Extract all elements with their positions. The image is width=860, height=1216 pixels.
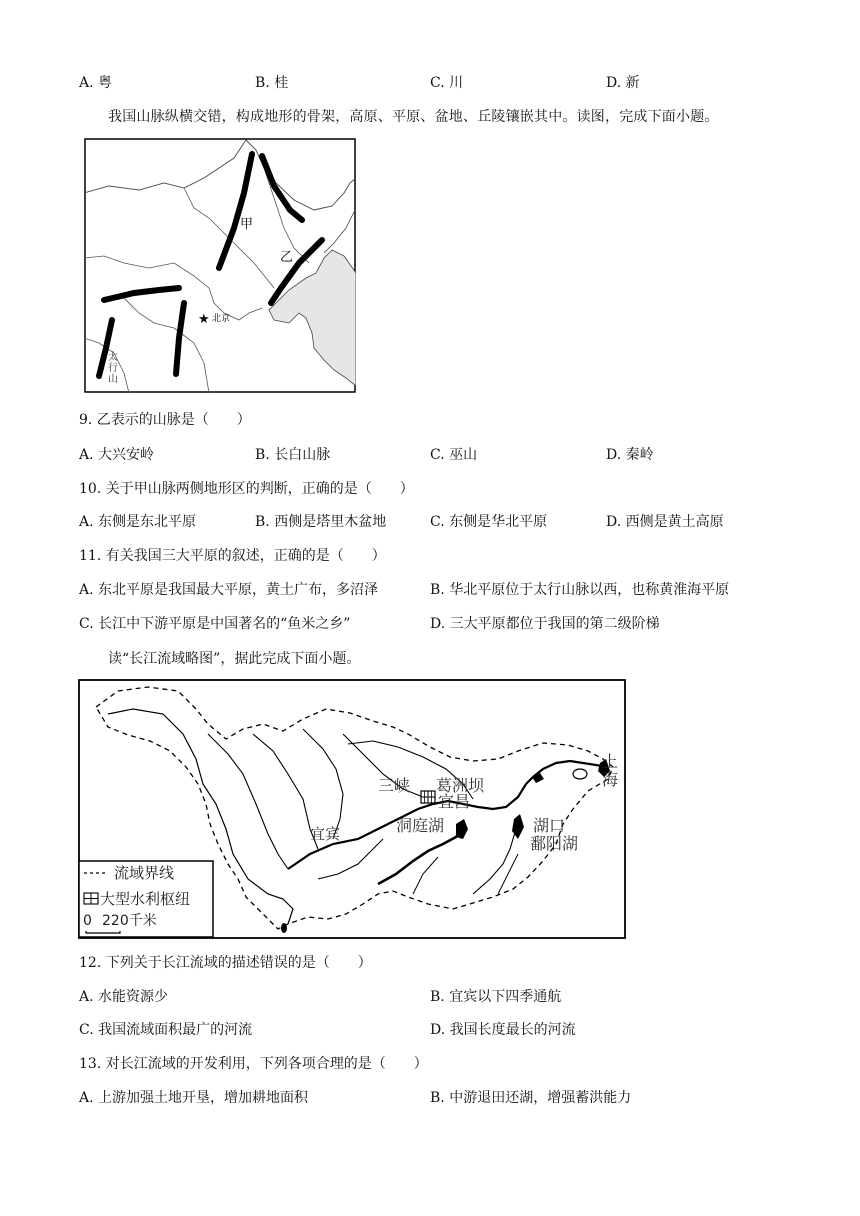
- beijing-star-icon: ★: [198, 312, 210, 327]
- q10-option-a: A. 东侧是东北平原: [79, 514, 197, 530]
- prev-option-c: C. 川: [430, 75, 464, 91]
- map-northeast-china: [84, 138, 356, 393]
- legend-boundary-label: 流域界线: [114, 864, 175, 882]
- q11-option-b: B. 华北平原位于太行山脉以西，也称黄淮海平原: [430, 582, 730, 598]
- q13-stem: 13. 对长江流域的开发利用，下列各项合理的是（ ）: [79, 1056, 428, 1072]
- lake-dianchi: [281, 923, 287, 933]
- q11-option-d: D. 三大平原都位于我国的第二级阶梯: [430, 616, 660, 632]
- q11-stem: 11. 有关我国三大平原的叙述，正确的是（ ）: [79, 548, 386, 564]
- q9-stem: 9. 乙表示的山脉是（ ）: [79, 412, 251, 428]
- intro-mountains: 我国山脉纵横交错，构成地形的骨架，高原、平原、盆地、丘陵镶嵌其中。读图，完成下面小题。: [108, 109, 719, 125]
- q12-stem: 12. 下列关于长江流域的描述错误的是（ ）: [79, 955, 372, 971]
- label-gezhouba: 葛洲坝: [436, 776, 485, 795]
- label-shanghai-1: 上: [602, 752, 619, 771]
- intro-yangtze: 读“长江流域略图”，据此完成下面小题。: [108, 651, 361, 667]
- legend: [79, 861, 213, 937]
- label-yibin: 宜宾: [310, 825, 341, 843]
- q11-option-a: A. 东北平原是我国最大平原，黄土广布，多沼泽: [79, 582, 379, 598]
- map-yangtze-basin: [78, 679, 626, 939]
- q9-option-a: A. 大兴安岭: [79, 447, 155, 463]
- q9-option-d: D. 秦岭: [606, 447, 654, 463]
- prev-option-d: D. 新: [606, 75, 640, 91]
- hub-gezhouba-icon: [421, 791, 435, 803]
- label-poyang: 鄱阳湖: [530, 834, 579, 853]
- label-shanghai-2: 海: [602, 770, 619, 789]
- label-taihang-1: 太: [108, 352, 118, 363]
- q10-stem: 10. 关于甲山脉两侧地形区的判断，正确的是（ ）: [79, 481, 414, 497]
- q13-option-a: A. 上游加强土地开垦，增加耕地面积: [79, 1090, 309, 1106]
- label-taihang-3: 山: [108, 374, 118, 385]
- label-beijing: 北京: [212, 314, 231, 324]
- label-jia: 甲: [240, 217, 254, 232]
- label-taihang-2: 行: [108, 363, 118, 374]
- legend-hub-icon: [84, 893, 98, 904]
- label-hukou: 湖口: [533, 816, 566, 835]
- legend-hub-label: 大型水利枢纽: [100, 890, 191, 908]
- label-dongting: 洞庭湖: [396, 816, 445, 835]
- label-yi: 乙: [280, 250, 294, 265]
- q9-option-b: B. 长白山脉: [255, 447, 331, 463]
- q10-option-c: C. 东侧是华北平原: [430, 514, 548, 530]
- q12-option-a: A. 水能资源少: [79, 989, 169, 1005]
- prev-option-b: B. 桂: [255, 75, 289, 91]
- q12-option-d: D. 我国长度最长的河流: [430, 1022, 576, 1038]
- legend-scale-zero: 0: [83, 913, 92, 929]
- q10-option-d: D. 西侧是黄土高原: [606, 514, 724, 530]
- q13-option-b: B. 中游退田还湖，增强蓄洪能力: [430, 1090, 632, 1106]
- label-yichang: 宜昌: [438, 792, 471, 811]
- legend-scale-value: 220千米: [102, 913, 157, 929]
- label-sanxia: 三峡: [378, 776, 411, 795]
- q12-option-c: C. 我国流域面积最广的河流: [79, 1022, 253, 1038]
- prev-option-a: A. 粤: [79, 75, 113, 91]
- q9-option-c: C. 巫山: [430, 447, 478, 463]
- q10-option-b: B. 西侧是塔里木盆地: [255, 514, 387, 530]
- q12-option-b: B. 宜宾以下四季通航: [430, 989, 562, 1005]
- q11-option-c: C. 长江中下游平原是中国著名的“鱼米之乡”: [79, 616, 351, 632]
